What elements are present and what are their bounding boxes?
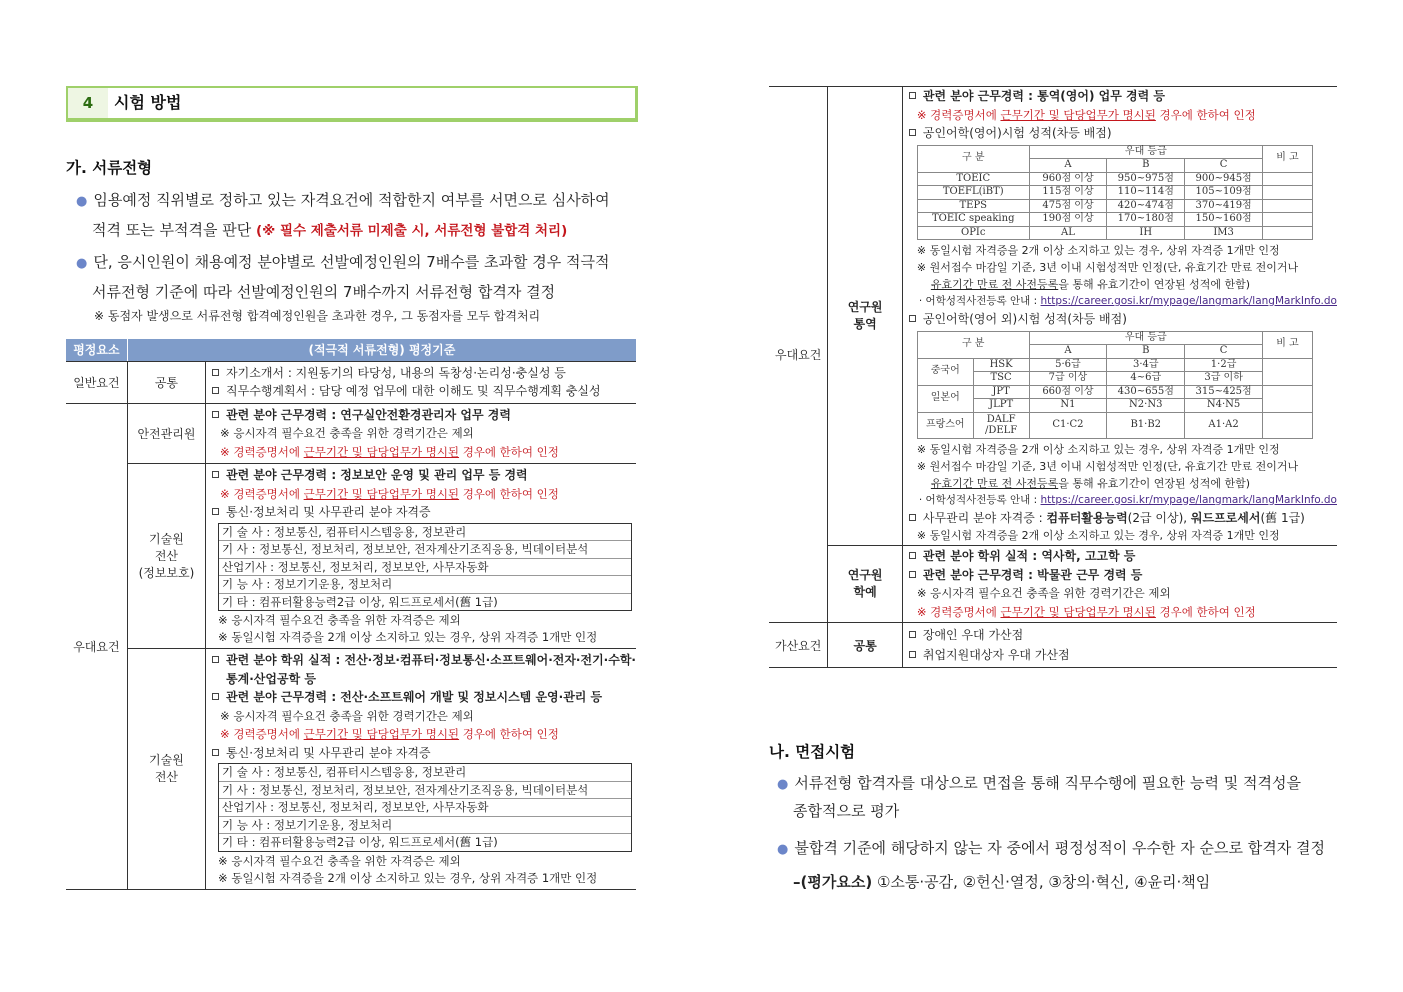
section-number: 4	[68, 88, 108, 118]
safety-row: 우대요건 안전관리원 관련 분야 근무경력 : 연구실안전환경관리자 업무 경력 ※ 응시자격 필수요건 충족을 위한 경력기간은 제외 ※ 경력증명서에 근무기간 및 담당업무가 명시된 경우에 한하여 인정	[66, 403, 636, 464]
table-row: TSC 7급 이상 4~6급 3급 이하	[917, 372, 1312, 386]
checkbox-icon	[212, 411, 219, 418]
bullet-dot-icon: ●	[777, 842, 789, 857]
checkbox-icon	[909, 514, 916, 521]
checkbox-icon	[909, 129, 916, 136]
table-header: 평정요소 (적극적 서류전형) 평정기준	[66, 339, 636, 361]
subsection-title-ga: 가. 서류전형	[66, 159, 153, 177]
table-row: TOEIC speaking 190점 이상 170~180점 150~160점	[917, 213, 1312, 227]
bullet-2: ● 단, 응시인원이 채용예정 분야별로 선발예정인원의 7배수를 초과할 경우 적극적 서류전형 기준에 따라 선발예정인원의 7배수까지 서류전형 합격자 결정	[76, 253, 610, 301]
checkbox-icon	[909, 552, 916, 559]
bullet-1: ● 임용예정 직위별로 정하고 있는 자격요건에 적합한지 여부를 서면으로 심사하여 적격 또는 부적격을 판단 (※ 필수 제출서류 미제출 시, 서류전형 불합격 처리)	[76, 191, 610, 239]
certificate-box: 기 술 사 : 정보통신, 컴퓨터시스템응용, 정보관리 기 사 : 정보통신, 정보처리, 정보보안, 전자계산기조직응용, 빅데이터분석 산업기사 : 정보통신, 정보처리, 정보보안, 사무자동화 기 능 사 : 정보기기운용, 정보처리 기 타 : 컴퓨터활용능력2급 이상, 워드프로세서(舊 1급)	[218, 763, 632, 852]
evaluation-table	[66, 339, 636, 890]
checkbox-icon	[909, 631, 916, 638]
general-row: 일반요건 공통 자기소개서 : 지원동기의 타당성, 내용의 독창성·논리성·충실성 등 직무수행계획서 : 담당 예정 업무에 대한 이해도 및 직무수행계획 충실성	[66, 361, 636, 403]
table-row: 프랑스어 DALF /DELF C1·C2 B1·B2 A1·A2	[917, 412, 1312, 438]
checkbox-icon	[909, 571, 916, 578]
preference-table-continued	[769, 86, 1337, 668]
checkbox-icon	[212, 471, 219, 478]
language-registration-link[interactable]: https://career.gosi.kr/mypage/langmark/langMarkInfo.do	[1040, 493, 1337, 506]
section-title: 시험 방법	[114, 93, 182, 112]
checkbox-icon	[212, 693, 219, 700]
bullet-dot-icon: ●	[777, 777, 789, 792]
checkbox-icon	[909, 92, 916, 99]
tech-row: 기술원 전산 관련 분야 학위 실적 : 전산·정보·컴퓨터·정보통신·소프트웨어·전자·전기·수학· 통계·산업공학 등 관련 분야 근무경력 : 전산·소프트웨어 개발 및 정보시스템 운영·관리 등 ※ 응시자격 필수요건 충족을 위한 경력기간은 제외 ※ 경력증명서에 근무기간 및 담당업무가 명시된 경우에 한하여 인정 통신·정보처리 및 사무관리 분야 자격증 기 술 사 : 정보통신, 컴퓨터시스템응용, 정보관리 기 사 : 정보통신, 정보처리, 정보보안, 전자계산기조직응용, 빅데이터분석 산업기사 : 정보통신, 정보처리, 정보보안, 사무자동화 기 능 사 : 정보기기운용, 정보처리 기 타 : 컴퓨터활용능력2급 이상, 워드프로세서(舊 1급) ※ 응시자격 필수요건 충족을 위한 자격증은 제외 ※ 동일시험 자격증을 2개 이상 소지하고 있는 경우, 상위 자격증 1개만 인정	[66, 649, 636, 890]
table-row: OPIc AL IH IM3	[917, 226, 1312, 240]
checkbox-icon	[212, 656, 219, 663]
curator-row: 연구원 학예 관련 분야 학위 실적 : 역사학, 고고학 등 관련 분야 근무경력 : 박물관 근무 경력 등 ※ 응시자격 필수요건 충족을 위한 경력기간은 제외 ※ 경력증명서에 근무기간 및 담당업무가 명시된 경우에 한하여 인정	[769, 546, 1337, 623]
interview-bullet-2: ● 불합격 기준에 해당하지 않는 자 중에서 평정성적이 우수한 자 순으로 합격자 결정 –(평가요소) ①소통·공감, ②헌신·열정, ③창의·혁신, ④윤리·책임	[777, 839, 1325, 891]
bonus-row: 가산요건 공통 장애인 우대 가산점 취업지원대상자 우대 가산점	[769, 623, 1337, 668]
checkbox-icon	[212, 508, 219, 515]
tie-note: ※ 동점자 발생으로 서류전형 합격예정인원을 초과한 경우, 그 동점자를 모두 합격처리	[94, 309, 541, 323]
subsection-title-na: 나. 면접시험	[769, 743, 856, 761]
table-row: JLPT N1 N2·N3 N4·N5	[917, 399, 1312, 413]
bullet-dot-icon: ●	[76, 256, 88, 271]
certificate-box: 기 술 사 : 정보통신, 컴퓨터시스템응용, 정보관리 기 사 : 정보통신, 정보처리, 정보보안, 전자계산기조직응용, 빅데이터분석 산업기사 : 정보통신, 정보처리, 정보보안, 사무자동화 기 능 사 : 정보기기운용, 정보처리 기 타 : 컴퓨터활용능력2급 이상, 워드프로세서(舊 1급)	[218, 523, 632, 612]
checkbox-icon	[212, 369, 219, 376]
interview-bullet-1: ● 서류전형 합격자를 대상으로 면접을 통해 직무수행에 필요한 능력 및 적격성을 종합적으로 평가	[777, 774, 1301, 820]
interpret-row: 우대요건 연구원 통역 관련 분야 근무경력 : 통역(영어) 업무 경력 등 ※ 경력증명서에 근무기간 및 담당업무가 명시된 경우에 한하여 인정 공인어학(영어)시험 성적(차등 배점) 구 분 우대 등급 비 고 A B C TOEIC 960점 이상 950~975점 900~945점 TOEFL(iBT) 115점 이상 110~114점 105~109점 TEPS 475점 이상 420~474점 370~419점 TOEIC speaking 190점 이상 170~180점 150~160점 OPIc AL IH IM3 ※ 동일시험 자격증을 2개 이상 소지하고 있는 경우, 상위 자격증 1개만 인정 ※ 원서접수 마감일 기준, 3년 이내 시험성적만 인정(단, 유효기간 만료 전이거나 유효기간 만료 전 사전등록을 통해 유효기간이 연장된 성적에 한함) · 어학성적사전등록 안내 : https://career.gosi.kr/mypage/langmark/langMarkInfo.do 공인어학(영어 외)시험 성적(차등 배점) 구 분 우대 등급 비 고 A B C 중국어 HSK 5·6급 3·4급 1·2급 TSC 7급 이상 4~6급 3급 이하 일본어 JPT 660점 이상 430~655점 315~425점 JLPT N1 N2·N3 N4·N5 프랑스어 DALF /DELF C1·C2 B1·B2 A1·A2 ※ 동일시험 자격증을 2개 이상 소지하고 있는 경우, 상위 자격증 1개만 인정 ※ 원서접수 마감일 기준, 3년 이내 시험성적만 인정(단, 유효기간 만료 전이거나 유효기간 만료 전 사전등록을 통해 유효기간이 연장된 성적에 한함) · 어학성적사전등록 안내 : https://career.gosi.kr/mypage/langmark/langMarkInfo.do 사무관리 분야 자격증 : 컴퓨터활용능력(2급 이상), 워드프로세서(舊 1급) ※ 동일시험 자격증을 2개 이상 소지하고 있는 경우, 상위 자격증 1개만 인정	[769, 86, 1337, 546]
checkbox-icon	[212, 749, 219, 756]
table-row: 일본어 JPT 660점 이상 430~655점 315~425점	[917, 385, 1312, 399]
table-row: TOEFL(iBT) 115점 이상 110~114점 105~109점	[917, 186, 1312, 200]
checkbox-icon	[909, 651, 916, 658]
bullet-dot-icon: ●	[76, 194, 88, 209]
english-score-table: 구 분 우대 등급 비 고 A B C TOEIC 960점 이상 950~975점 900~945점 TOEFL(iBT) 115점 이상 110~114점 105~109점 TEPS 475점 이상 420~474점 370~419점 TOEIC speaking 190점 이상 170~180점 150~160점 OPIc AL IH IM3	[917, 145, 1313, 241]
language-registration-link[interactable]: https://career.gosi.kr/mypage/langmark/langMarkInfo.do	[1040, 295, 1337, 307]
section-header	[66, 86, 638, 122]
table-row: TEPS 475점 이상 420~474점 370~419점	[917, 199, 1312, 213]
checkbox-icon	[909, 315, 916, 322]
other-language-score-table: 구 분 우대 등급 비 고 A B C 중국어 HSK 5·6급 3·4급 1·2급 TSC 7급 이상 4~6급 3급 이하 일본어 JPT 660점 이상 430~655점 315~425점 JLPT N1 N2·N3 N4·N5 프랑스어 DALF /DELF C1·C2 B1·B2 A1·A2	[917, 331, 1313, 439]
checkbox-icon	[212, 387, 219, 394]
table-row: TOEIC 960점 이상 950~975점 900~945점	[917, 172, 1312, 186]
table-row: 중국어 HSK 5·6급 3·4급 1·2급	[917, 358, 1312, 372]
tech-security-row: 기술원 전산 (정보보호) 관련 분야 근무경력 : 정보보안 운영 및 관리 업무 등 경력 ※ 경력증명서에 근무기간 및 담당업무가 명시된 경우에 한하여 인정 통신·정보처리 및 사무관리 분야 자격증 기 술 사 : 정보통신, 컴퓨터시스템응용, 정보관리 기 사 : 정보통신, 정보처리, 정보보안, 전자계산기조직응용, 빅데이터분석 산업기사 : 정보통신, 정보처리, 정보보안, 사무자동화 기 능 사 : 정보기기운용, 정보처리 기 타 : 컴퓨터활용능력2급 이상, 워드프로세서(舊 1급) ※ 응시자격 필수요건 충족을 위한 자격증은 제외 ※ 동일시험 자격증을 2개 이상 소지하고 있는 경우, 상위 자격증 1개만 인정	[66, 464, 636, 649]
